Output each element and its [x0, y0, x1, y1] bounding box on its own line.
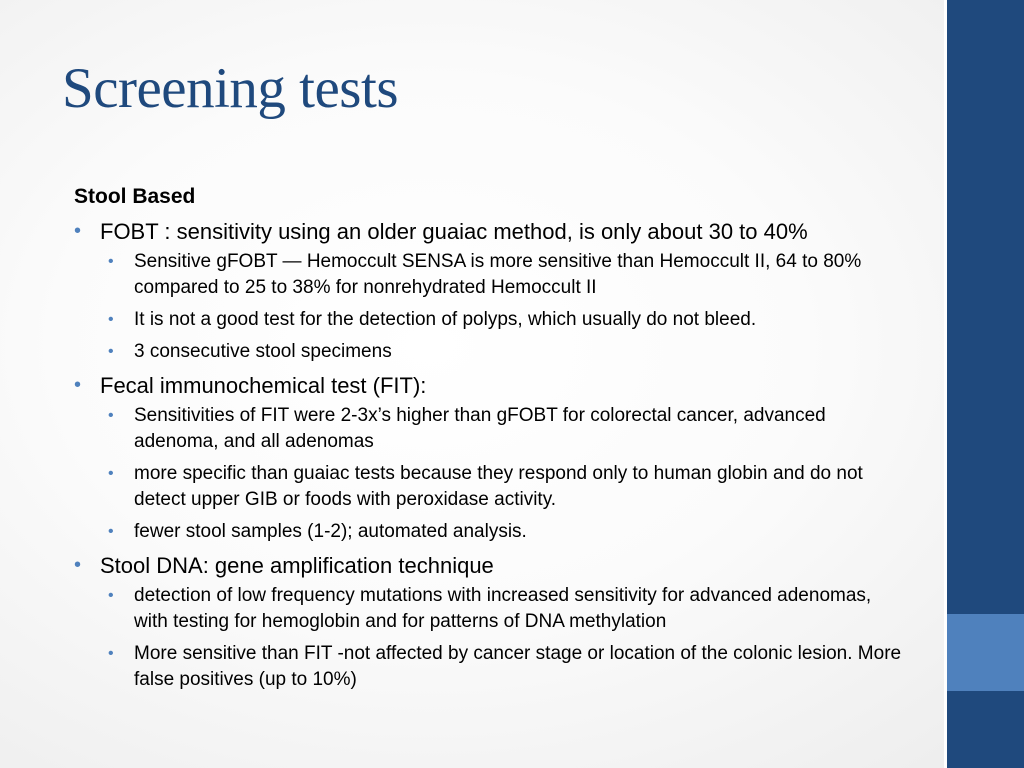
- bullet-item-fobt: [74, 217, 904, 365]
- sub-bullet-item: [108, 339, 904, 365]
- bullet-item-stool-dna: [74, 551, 904, 693]
- sub-bullet-text: detection of low frequency mutations with increased sensitivity for advanced adenomas, with testing for hemoglobin and for patterns of DNA methylation: [134, 585, 872, 632]
- sub-bullet-item: [108, 519, 904, 545]
- bullet-text: Stool DNA: gene amplification technique: [100, 553, 494, 578]
- bullet-icon: •: [108, 587, 114, 604]
- sub-bullet-list: [108, 583, 904, 693]
- sub-bullet-list: [108, 403, 904, 545]
- bullet-icon: •: [108, 407, 114, 424]
- sub-bullet-text: Sensitivities of FIT were 2-3x’s higher than gFOBT for colorectal cancer, advanced adenoma, and all adenomas: [134, 405, 826, 452]
- sidebar-accent-block: [947, 614, 1024, 691]
- bullet-icon: •: [108, 311, 114, 328]
- sub-bullet-item: [108, 583, 904, 635]
- sub-bullet-text: more specific than guaiac tests because they respond only to human globin and do not detect upper GIB or foods with peroxidase activity.: [134, 463, 863, 510]
- sub-bullet-list: [108, 249, 904, 365]
- bullet-text: FOBT : sensitivity using an older guaiac method, is only about 30 to 40%: [100, 219, 808, 244]
- bullet-icon: •: [74, 554, 82, 576]
- bullet-icon: •: [108, 343, 114, 360]
- sub-bullet-item: [108, 307, 904, 333]
- bullet-icon: •: [108, 523, 114, 540]
- bullet-icon: •: [108, 253, 114, 270]
- sub-bullet-item: [108, 461, 904, 513]
- bullet-item-fit: [74, 371, 904, 545]
- sub-bullet-item: [108, 641, 904, 693]
- sub-bullet-text: More sensitive than FIT -not affected by cancer stage or location of the colonic lesion. More false positives (up to 10%): [134, 643, 902, 690]
- bullet-icon: •: [74, 220, 82, 242]
- bullet-icon: •: [74, 374, 82, 396]
- bullet-icon: •: [108, 465, 114, 482]
- sub-bullet-item: [108, 403, 904, 455]
- sub-bullet-text: fewer stool samples (1-2); automated analysis.: [134, 521, 527, 542]
- bullet-icon: •: [108, 645, 114, 662]
- section-heading: Stool Based: [74, 185, 196, 208]
- sub-bullet-item: [108, 249, 904, 301]
- bullet-text: Fecal immunochemical test (FIT):: [100, 373, 427, 398]
- sub-bullet-text: It is not a good test for the detection of polyps, which usually do not bleed.: [134, 309, 757, 330]
- bullet-list: [74, 217, 904, 693]
- sub-bullet-text: Sensitive gFOBT — Hemoccult SENSA is more sensitive than Hemoccult II, 64 to 80% compared to 25 to 38% for nonrehydrated Hemoccult II: [134, 251, 862, 298]
- slide-title: Screening tests: [62, 57, 399, 120]
- sub-bullet-text: 3 consecutive stool specimens: [134, 341, 392, 362]
- slide-body: [74, 183, 904, 699]
